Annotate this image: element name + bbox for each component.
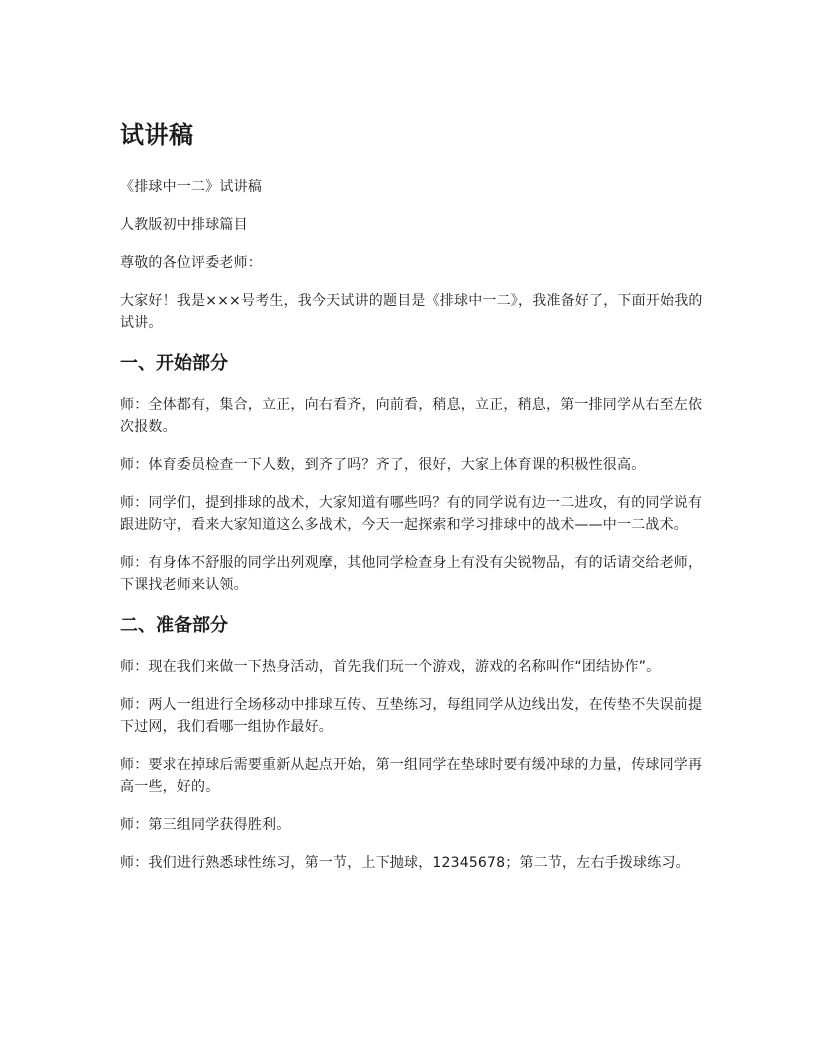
opening-statement: 大家好！我是×××号考生，我今天试讲的题目是《排球中一二》，我准备好了，下面开始我的试讲。: [120, 293, 703, 331]
document-body: [120, 118, 710, 890]
section1-paragraph: 师：有身体不舒服的同学出列观摩，其他同学检查身上有没有尖锐物品，有的话请交给老师，下课找老师来认领。: [120, 555, 703, 593]
section1-paragraph: 师：同学们，提到排球的战术，大家知道有哪些吗？有的同学说有边一二进攻，有的同学说有跟进防守，看来大家知道这么多战术，今天一起探索和学习排球中的战术——中一二战术。: [120, 495, 703, 533]
section1-paragraph: 师：体育委员检查一下人数，到齐了吗？齐了，很好，大家上体育课的积极性很高。: [120, 457, 646, 473]
section-heading-preparation: 二、准备部分: [120, 615, 228, 636]
section-heading-start: 一、开始部分: [120, 353, 228, 374]
section2-paragraph: 师：现在我们来做一下热身活动，首先我们玩一个游戏，游戏的名称叫作“团结协作”。: [120, 659, 661, 675]
section2-paragraph: 师：第三组同学获得胜利。: [120, 817, 291, 833]
textbook-source: 人教版初中排球篇目: [120, 217, 248, 233]
greeting: 尊敬的各位评委老师：: [120, 255, 262, 271]
section1-paragraph: 师：全体都有，集合，立正，向右看齐，向前看，稍息，立正，稍息，第一排同学从右至左依次报数。: [120, 397, 703, 435]
lesson-title: 《排球中一二》试讲稿: [120, 179, 262, 195]
section2-paragraph: 师：我们进行熟悉球性练习，第一节，上下抛球，12345678；第二节，左右手拨球练习。: [120, 855, 690, 871]
section2-paragraph: 师：要求在掉球后需要重新从起点开始，第一组同学在垫球时要有缓冲球的力量，传球同学再高一些，好的。: [120, 757, 703, 795]
document-title: 试讲稿: [120, 121, 194, 149]
section2-paragraph: 师：两人一组进行全场移动中排球互传、互垫练习，每组同学从边线出发，在传垫不失误前提下过网，我们看哪一组协作最好。: [120, 697, 703, 735]
